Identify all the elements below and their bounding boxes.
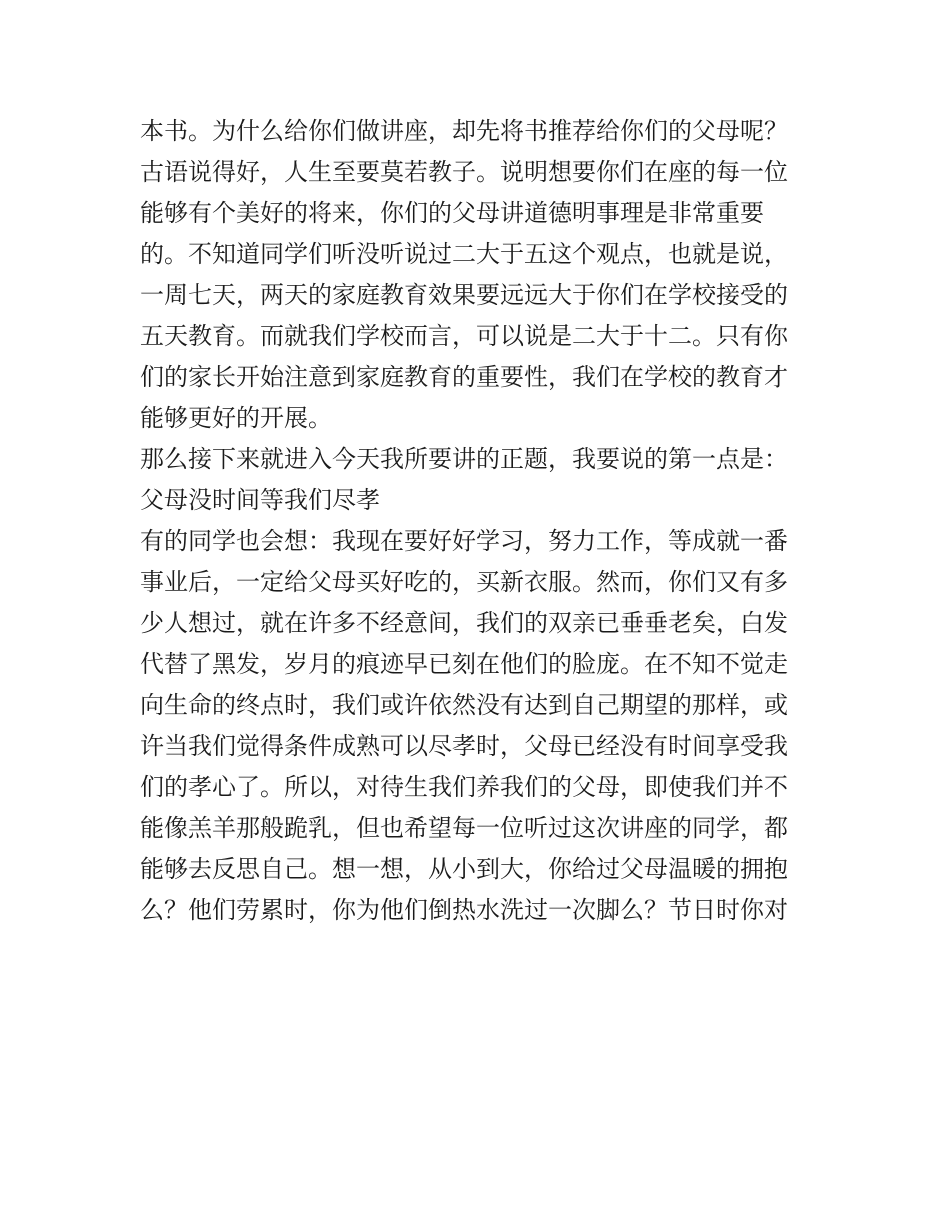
text-line-6: 五天教育。而就我们学校而言，可以说是二大于十二。只有你 bbox=[140, 322, 788, 350]
text-line-11: 有的同学也会想：我现在要好好学习，努力工作，等成就一番 bbox=[140, 527, 788, 555]
text-line-1: 本书。为什么给你们做讲座，却先将书推荐给你们的父母呢？ bbox=[140, 117, 788, 145]
text-line-8: 能够更好的开展。 bbox=[140, 404, 332, 432]
text-line-9: 那么接下来就进入今天我所要讲的正题，我要说的第一点是： bbox=[140, 445, 788, 473]
body-text bbox=[140, 111, 820, 931]
text-line-2: 古语说得好，人生至要莫若教子。说明想要你们在座的每一位 bbox=[140, 158, 788, 186]
text-line-16: 许当我们觉得条件成熟可以尽孝时，父母已经没有时间享受我 bbox=[140, 732, 788, 760]
text-line-13: 少人想过，就在许多不经意间，我们的双亲已垂垂老矣，白发 bbox=[140, 609, 788, 637]
text-line-14: 代替了黑发，岁月的痕迹早已刻在他们的脸庞。在不知不觉走 bbox=[140, 650, 788, 678]
section-heading: 父母没时间等我们尽孝 bbox=[140, 486, 380, 514]
text-line-3: 能够有个美好的将来，你们的父母讲道德明事理是非常重要 bbox=[140, 199, 764, 227]
text-line-18: 能像羔羊那般跪乳，但也希望每一位听过这次讲座的同学，都 bbox=[140, 814, 788, 842]
text-line-19: 能够去反思自己。想一想，从小到大，你给过父母温暖的拥抱 bbox=[140, 855, 788, 883]
text-line-17: 们的孝心了。所以，对待生我们养我们的父母，即使我们并不 bbox=[140, 773, 788, 801]
text-line-12: 事业后，一定给父母买好吃的，买新衣服。然而，你们又有多 bbox=[140, 568, 788, 596]
text-line-4: 的。不知道同学们听没听说过二大于五这个观点，也就是说， bbox=[140, 240, 788, 268]
text-line-15: 向生命的终点时，我们或许依然没有达到自己期望的那样，或 bbox=[140, 691, 788, 719]
text-line-20: 么？他们劳累时，你为他们倒热水洗过一次脚么？节日时你对 bbox=[140, 896, 788, 924]
text-line-5: 一周七天，两天的家庭教育效果要远远大于你们在学校接受的 bbox=[140, 281, 788, 309]
text-line-7: 们的家长开始注意到家庭教育的重要性，我们在学校的教育才 bbox=[140, 363, 788, 391]
